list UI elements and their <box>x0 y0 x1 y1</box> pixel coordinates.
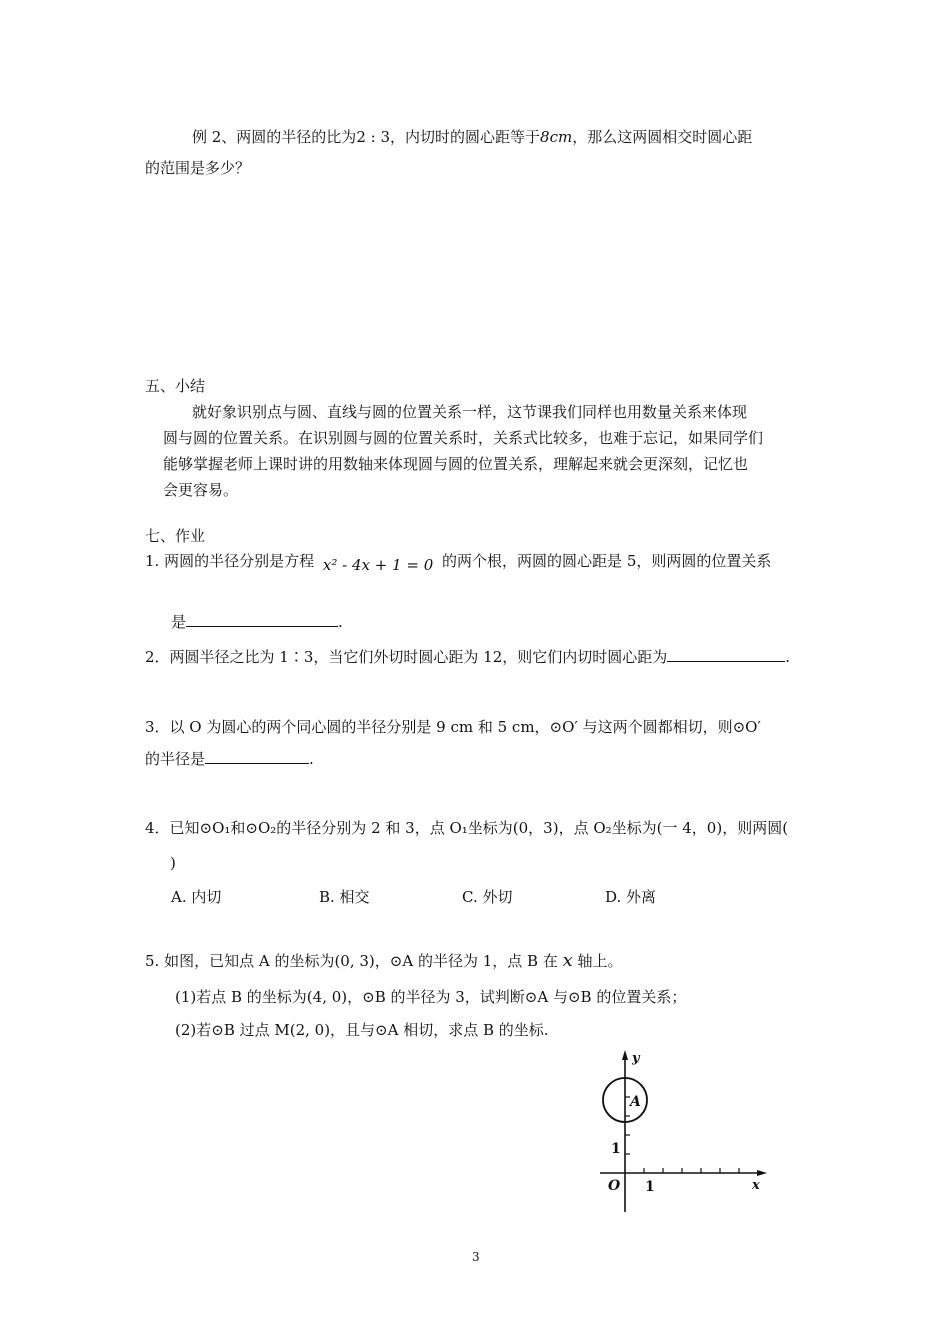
page-number: 3 <box>472 1250 480 1264</box>
question-1-answer-prefix: 是 <box>171 613 187 631</box>
y-axis-label: y <box>632 1051 640 1066</box>
question-3-line1: 3．以 O 为圆心的两个同心圆的半径分别是 9 cm 和 5 cm，⊙O′ 与这两个圆都相切，则⊙O′ <box>145 718 761 736</box>
summary-line-3: 能够掌握老师上课时讲的用数轴来体现圆与圆的位置关系，理解起来就会更深刻，记忆也 <box>163 455 749 473</box>
example2-text-c: ，那么这两圆相交时圆心距 <box>572 128 753 146</box>
question-4-line1: 4．已知⊙O₁和⊙O₂的半径分别为 2 和 3，点 O₁坐标为(0，3)，点 O₂坐标为(一 4，0)，则两圆( <box>145 819 789 837</box>
question-3-answer-blank[interactable] <box>205 748 309 764</box>
question-2-answer-blank[interactable] <box>667 646 785 662</box>
example2-line1 <box>192 126 752 148</box>
question-5-part-2: (2)若⊙B 过点 M(2, 0)，且与⊙A 相切，求点 B 的坐标. <box>175 1021 549 1039</box>
x-axis-arrow <box>757 1170 767 1176</box>
summary-line-1: 就好象识别点与圆、直线与圆的位置关系一样，这节课我们同样也用数量关系来体现 <box>192 403 748 421</box>
homework-heading: 七、作业 <box>145 527 206 545</box>
summary-line-4: 会更容易。 <box>163 481 239 499</box>
example2-line2: 的范围是多少？ <box>145 159 251 177</box>
question-2-text: 2．两圆半径之比为 1∶3，当它们外切时圆心距为 12，则它们内切时圆心距为 <box>145 648 668 666</box>
summary-line-2: 圆与圆的位置关系。在识别圆与圆的位置关系时，关系式比较多，也难于忘记，如果同学们 <box>163 429 764 447</box>
x-tick-label: 1 <box>645 1179 655 1195</box>
question-4-line2: ) <box>170 854 176 872</box>
question-4-option-c[interactable]: C. 外切 <box>462 888 513 906</box>
question-4-option-b[interactable]: B. 相交 <box>319 888 370 906</box>
question-1-equation: x² - 4x + 1 = 0 <box>322 556 434 574</box>
origin-label: O <box>608 1178 621 1194</box>
question-3-prefix: 的半径是 <box>145 750 206 768</box>
question-2 <box>145 646 790 668</box>
example2-ratio: 2 : 3 <box>356 128 391 146</box>
point-a-label: A <box>630 1094 641 1110</box>
question-4-option-d[interactable]: D. 外离 <box>605 888 657 906</box>
example2-distance: 8cm <box>540 128 573 146</box>
question-4-option-a[interactable]: A. 内切 <box>171 888 222 906</box>
question-1-answer-suffix: . <box>338 613 343 631</box>
question-1-line1 <box>145 550 771 572</box>
example2-text-a: 例 2、两圆的半径的比为 <box>192 128 357 146</box>
question-5-variable: x <box>562 950 573 971</box>
summary-heading: 五、小结 <box>145 377 206 395</box>
y-tick-label: 1 <box>611 1141 621 1157</box>
question-3-line2 <box>145 748 314 770</box>
coordinate-figure <box>592 1048 772 1216</box>
question-1-line2 <box>171 611 343 633</box>
question-1-answer-blank[interactable] <box>186 611 338 627</box>
question-3-suffix: . <box>309 750 314 768</box>
question-5-part-1: (1)若点 B 的坐标为(4, 0)，⊙B 的半径为 3，试判断⊙A 与⊙B 的位置关系； <box>175 988 687 1006</box>
example2-text-b: ，内切时的圆心距等于 <box>390 128 541 146</box>
question-1-suffix: 的两个根，两圆的圆心距是 5，则两圆的位置关系 <box>442 552 772 570</box>
question-5-suffix: 轴上。 <box>577 952 623 970</box>
question-5-prefix: 5. 如图，已知点 A 的坐标为(0, 3)，⊙A 的半径为 1，点 B 在 <box>145 952 558 970</box>
question-1-prefix: 1. 两圆的半径分别是方程 <box>145 552 315 570</box>
x-axis-label: x <box>752 1178 760 1193</box>
question-2-end: . <box>785 648 791 666</box>
y-axis-arrow <box>622 1050 628 1060</box>
question-5-line1 <box>145 950 623 972</box>
